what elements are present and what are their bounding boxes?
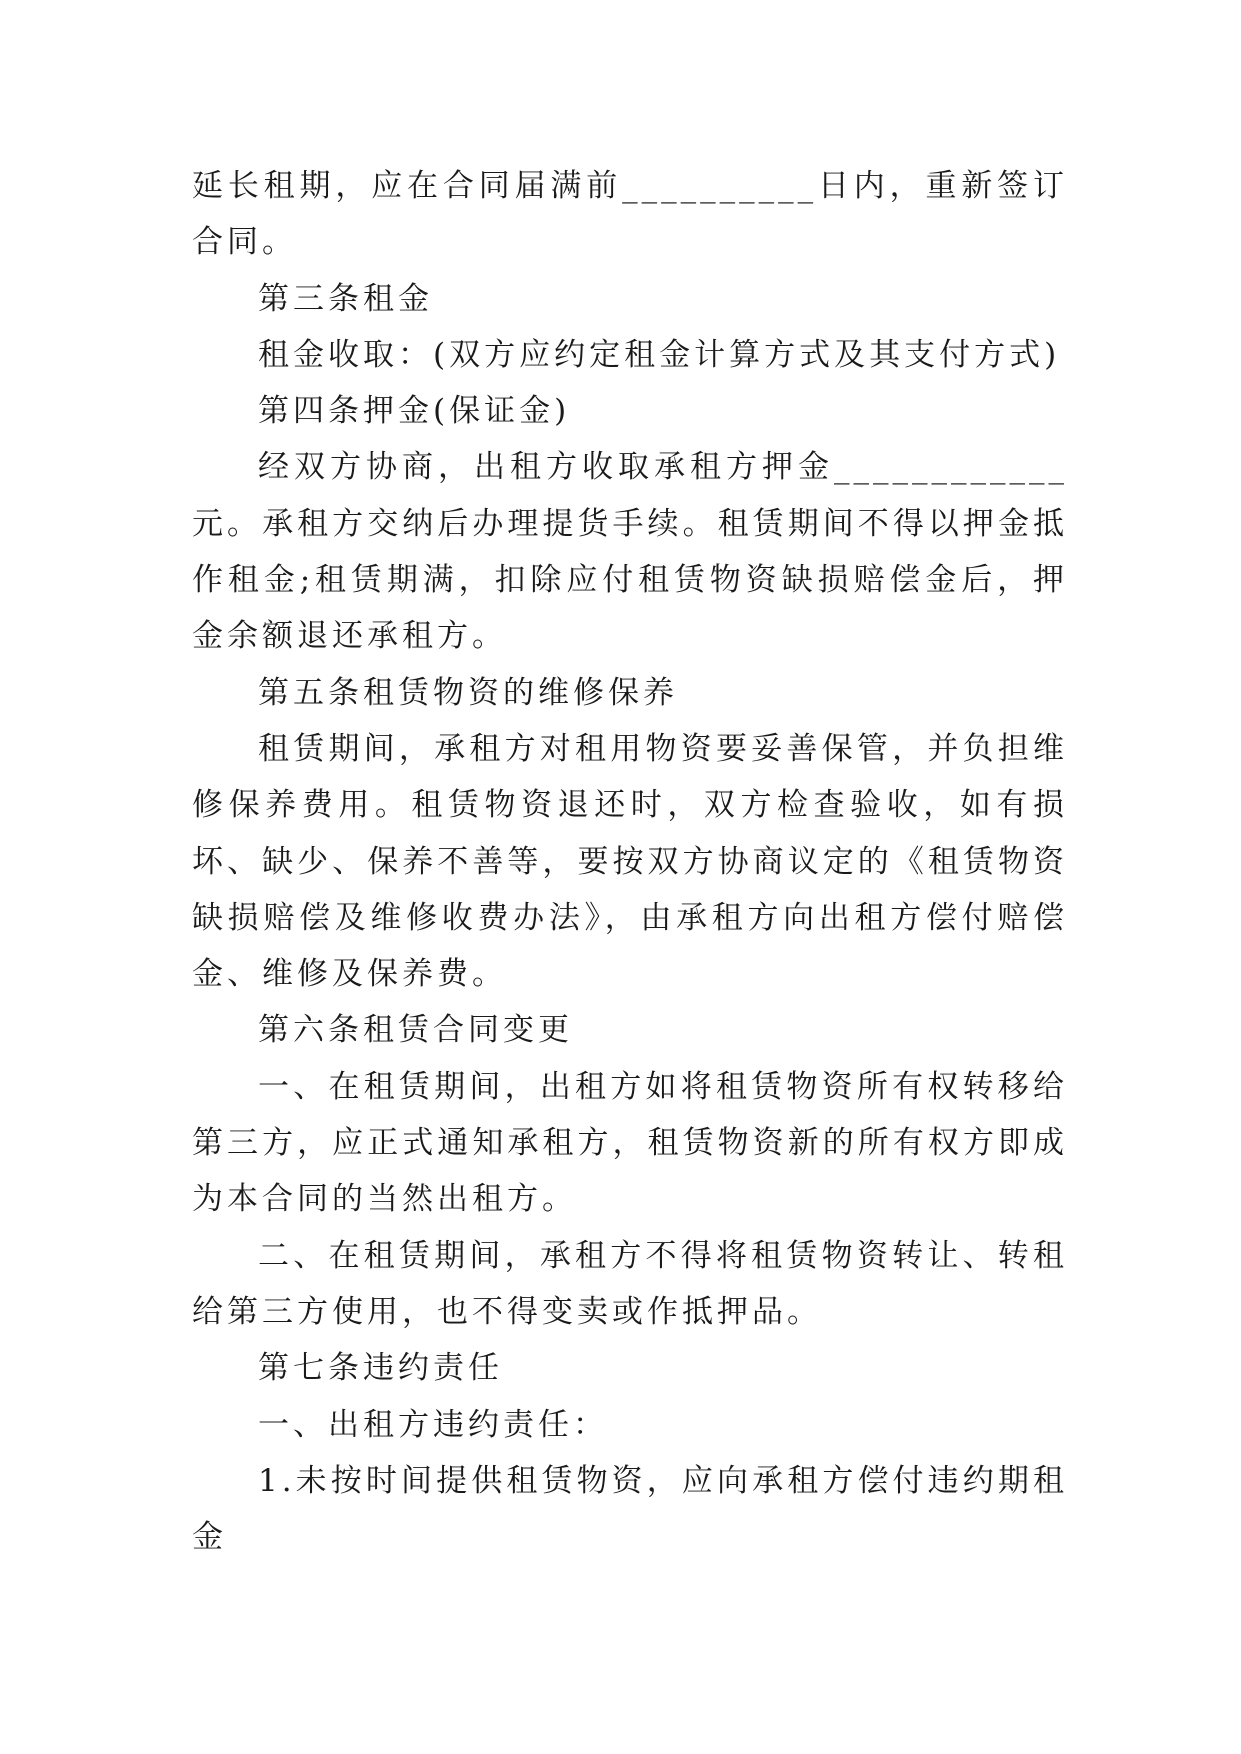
document-body xyxy=(192,158,1068,1565)
heading-article-4-deposit: 第四条押金(保证金) xyxy=(258,393,571,430)
heading-article-6-contract-change: 第六条租赁合同变更 xyxy=(258,1012,573,1049)
paragraph-maintenance-terms: 租赁期间，承租方对租用物资要妥善保管，并负担维修保养费用。租赁物资退还时，双方检查验收，如有损坏、缺少、保养不善等，要按双方协商议定的《租赁物资缺损赔偿及维修收费办法》，由承租方向出租方偿付赔偿金、维修及保养费。 xyxy=(192,730,1068,993)
paragraph-rent-collection: 租金收取：(双方应约定租金计算方式及其支付方式) xyxy=(258,336,1061,373)
heading-article-3-rent: 第三条租金 xyxy=(258,280,433,317)
heading-article-5-maintenance: 第五条租赁物资的维修保养 xyxy=(258,674,678,711)
paragraph-deposit-terms: 经双方协商，出租方收取承租方押金____________元。承租方交纳后办理提货手续。租赁期间不得以押金抵作租金;租赁期满，扣除应付租赁物资缺损赔偿金后，押金余额退还承租方。 xyxy=(192,449,1068,655)
paragraph-change-clause-2: 二、在租赁期间，承租方不得将租赁物资转让、转租给第三方使用，也不得变卖或作抵押品。 xyxy=(192,1237,1068,1330)
paragraph-change-clause-1: 一、在租赁期间，出租方如将租赁物资所有权转移给第三方，应正式通知承租方，租赁物资新的所有权方即成为本合同的当然出租方。 xyxy=(192,1068,1068,1218)
paragraph-extension-term: 延长租期，应在合同届满前__________日内，重新签订合同。 xyxy=(192,168,1068,261)
paragraph-lessor-liability-heading: 一、出租方违约责任： xyxy=(258,1406,608,1443)
heading-article-7-liability: 第七条违约责任 xyxy=(258,1350,503,1387)
paragraph-lessor-liability-item-1: 1.未按时间提供租赁物资，应向承租方偿付违约期租金 xyxy=(192,1462,1068,1556)
